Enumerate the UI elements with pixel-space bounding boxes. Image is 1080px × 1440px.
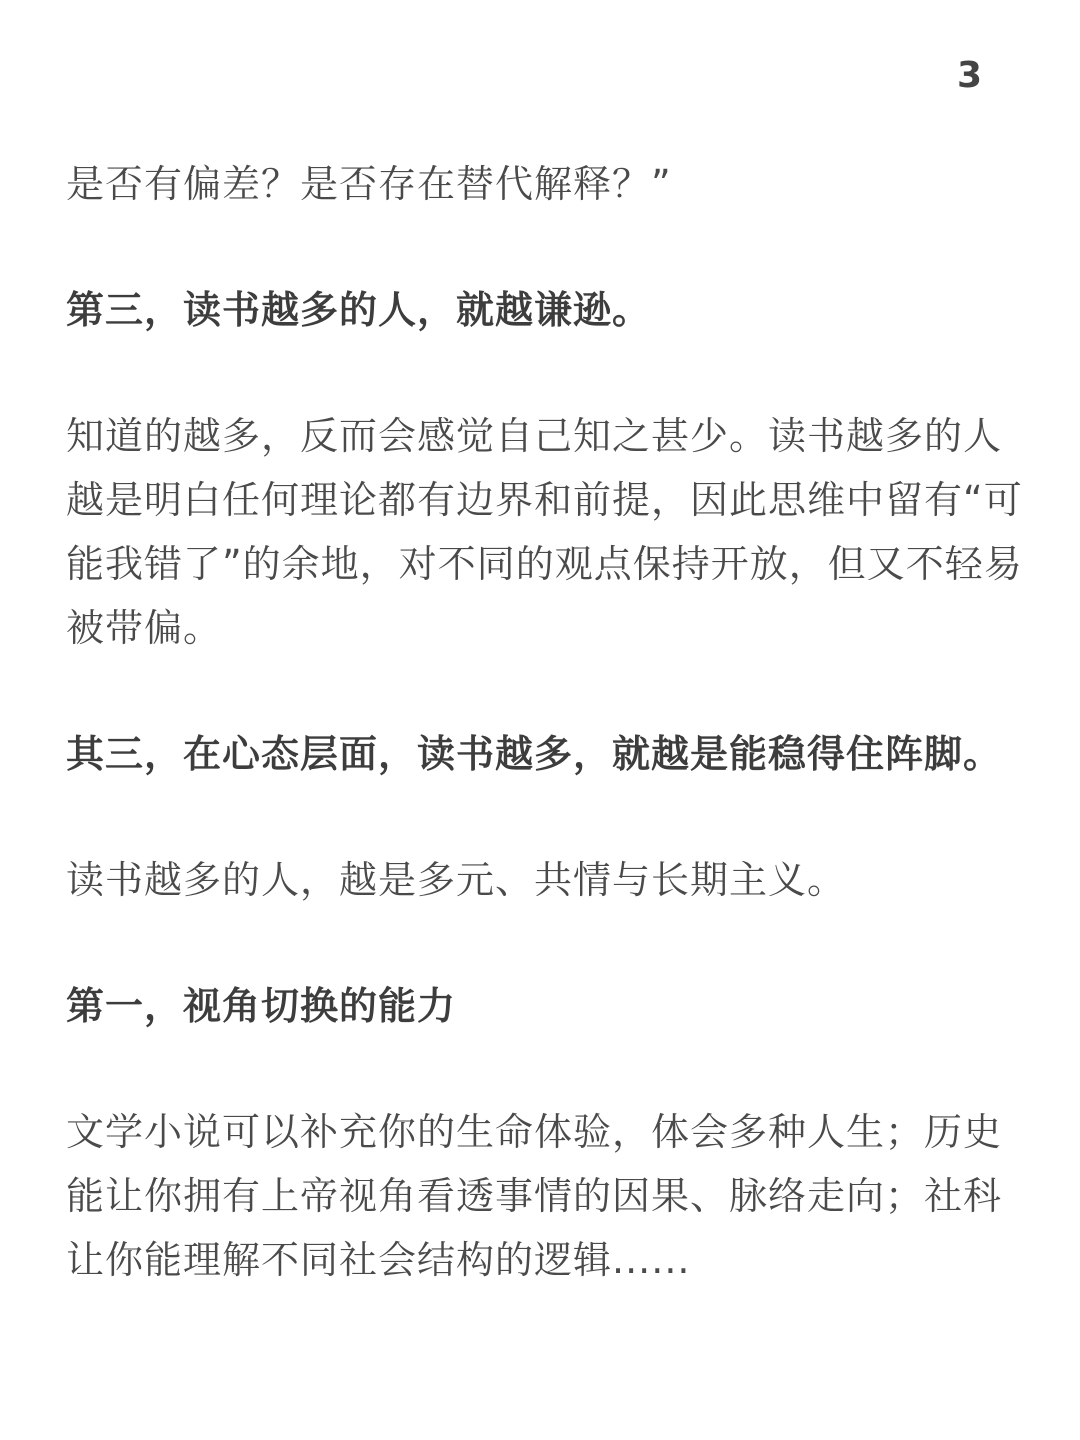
paragraph-perspective: 文学小说可以补充你的生命体验，体会多种人生；历史能让你拥有上帝视角看透事情的因果、脉络走向；社科让你能理解不同社会结构的逻辑...... xyxy=(66,1110,1003,1282)
paragraph-mindset: 读书越多的人，越是多元、共情与长期主义。 xyxy=(66,858,847,902)
paragraph-bias-question: 是否有偏差？是否存在替代解释？” xyxy=(66,162,672,206)
heading-mindset: 其三，在心态层面，读书越多，就越是能稳得住阵脚。 xyxy=(66,732,1003,776)
heading-humility: 第三，读书越多的人，就越谦逊。 xyxy=(66,288,652,332)
paragraph-humility: 知道的越多，反而会感觉自己知之甚少。读书越多的人越是明白任何理论都有边界和前提，因此思维中留有“可能我错了”的余地，对不同的观点保持开放，但又不轻易被带偏。 xyxy=(66,414,1023,650)
article-body xyxy=(66,152,1026,1292)
page-number: 3 xyxy=(956,55,982,96)
heading-perspective: 第一，视角切换的能力 xyxy=(66,984,457,1028)
